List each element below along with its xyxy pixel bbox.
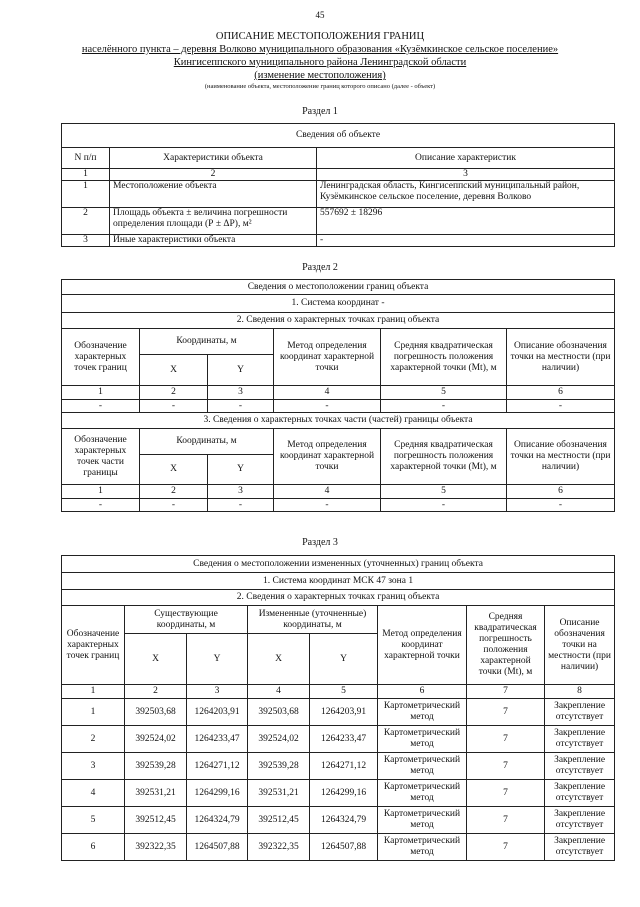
table-cell: Закрепление отсутствует — [545, 780, 615, 807]
points-subsection-title: 2. Сведения о характерных точках границ объекта — [62, 313, 615, 329]
column-number: 5 — [381, 485, 507, 499]
table-cell: 7 — [467, 807, 545, 834]
column-number: 3 — [208, 485, 274, 499]
table-cell: Картометрический метод — [378, 834, 467, 861]
column-number: 1 — [62, 685, 125, 699]
table-cell: 392539,28 — [125, 753, 187, 780]
header-cell: X — [125, 634, 187, 685]
table-cell: 1264233,47 — [310, 726, 378, 753]
table-cell: - — [62, 400, 140, 413]
header-cell: Метод определения координат характерной точки — [274, 329, 381, 386]
table-cell: - — [274, 499, 381, 512]
column-number: 6 — [378, 685, 467, 699]
table-cell: Местоположение объекта — [110, 181, 317, 208]
header-cell: Описание обозначения точки на местности (при наличии) — [507, 329, 615, 386]
table-cell: Картометрический метод — [378, 699, 467, 726]
column-number: 8 — [545, 685, 615, 699]
table-cell: 6 — [62, 834, 125, 861]
header-cell: Средняя квадратическая погрешность положения характерной точки (Mt), м — [381, 329, 507, 386]
table-cell: - — [140, 499, 208, 512]
table-cell: Закрепление отсутствует — [545, 753, 615, 780]
table-row — [62, 753, 615, 780]
table-cell: 392512,45 — [125, 807, 187, 834]
header-cell: X — [140, 455, 208, 485]
table-cell: - — [507, 499, 615, 512]
table-cell: Картометрический метод — [378, 807, 467, 834]
table-cell: 392531,21 — [125, 780, 187, 807]
table-cell: 2 — [62, 208, 110, 235]
table-cell: 7 — [467, 699, 545, 726]
table-cell: 392503,68 — [125, 699, 187, 726]
table-cell: - — [62, 499, 140, 512]
column-number: 4 — [248, 685, 310, 699]
object-name-line-1: населённого пункта – деревня Волково муниципального образования «Кузёмкинское сельское поселение» — [81, 44, 559, 55]
column-number: 1 — [62, 386, 140, 400]
table-cell: 392503,68 — [248, 699, 310, 726]
header-cell: Описание обозначения точки на местности (при наличии) — [507, 429, 615, 485]
table-cell: 392512,45 — [248, 807, 310, 834]
column-number: 2 — [140, 386, 208, 400]
column-number: 3 — [317, 169, 615, 181]
section-1-label: Раздел 1 — [302, 106, 338, 117]
table-cell: 392524,02 — [248, 726, 310, 753]
section-3-table — [61, 555, 615, 861]
table-row — [62, 807, 615, 834]
table-cell: - — [208, 400, 274, 413]
coordinate-system: 1. Система координат МСК 47 зона 1 — [62, 573, 615, 590]
header-cell: Описание обозначения точки на местности (при наличии) — [545, 606, 615, 685]
header-cell: Метод определения координат характерной точки — [378, 606, 467, 685]
header-cell: X — [140, 355, 208, 386]
table-cell: - — [208, 499, 274, 512]
coordinate-system: 1. Система координат - — [62, 295, 615, 313]
column-number: 2 — [140, 485, 208, 499]
table-cell: 392539,28 — [248, 753, 310, 780]
table-row — [62, 499, 615, 512]
table-cell: 1 — [62, 699, 125, 726]
table-cell: 392531,21 — [248, 780, 310, 807]
header-cell: Метод определения координат характерной точки — [274, 429, 381, 485]
column-number: 4 — [274, 485, 381, 499]
column-number: 4 — [274, 386, 381, 400]
table-row — [62, 181, 615, 208]
header-cell: Y — [208, 355, 274, 386]
table-cell: 1264324,79 — [310, 807, 378, 834]
column-number: 3 — [187, 685, 248, 699]
table-cell: 1264507,88 — [187, 834, 248, 861]
header-cell: Средняя квадратическая погрешность положения характерной точки (Mt), м — [467, 606, 545, 685]
table-cell: Иные характеристики объекта — [110, 235, 317, 247]
table-cell: Картометрический метод — [378, 780, 467, 807]
column-number: 3 — [208, 386, 274, 400]
table-cell: 1264203,91 — [310, 699, 378, 726]
section-1-title: Сведения об объекте — [62, 124, 615, 148]
table-cell: 7 — [467, 834, 545, 861]
table-row — [62, 834, 615, 861]
column-number: 5 — [381, 386, 507, 400]
table-cell: Закрепление отсутствует — [545, 699, 615, 726]
header-cell: Y — [208, 455, 274, 485]
table-row — [62, 235, 615, 247]
table-cell: 1 — [62, 181, 110, 208]
column-number: 6 — [507, 386, 615, 400]
section-3-title: Сведения о местоположении измененных (уточненных) границ объекта — [62, 556, 615, 573]
table-cell: - — [381, 400, 507, 413]
header-cell: Координаты, м — [140, 329, 274, 355]
header-cell: Измененные (уточненные) координаты, м — [248, 606, 378, 634]
table-cell: - — [507, 400, 615, 413]
column-number: 5 — [310, 685, 378, 699]
header-cell: N п/п — [62, 148, 110, 169]
table-cell: Ленинградская область, Кингисеппский муниципальный район, Кузёмкинское сельское поселение, деревня Волково — [317, 181, 615, 208]
table-cell: 1264271,12 — [310, 753, 378, 780]
table-cell: 1264233,47 — [187, 726, 248, 753]
header-cell: Описание характеристик — [317, 148, 615, 169]
object-name-line-2: Кингисеппского муниципального района Ленинградской области — [173, 57, 467, 68]
table-cell: 392524,02 — [125, 726, 187, 753]
object-name-note: (наименование объекта, местоположение границ которого описано (далее - объект) — [204, 83, 436, 90]
header-cell: Обозначение характерных точек границ — [62, 606, 125, 685]
table-row — [62, 780, 615, 807]
table-cell: 7 — [467, 753, 545, 780]
document-header — [0, 30, 640, 92]
table-cell: 2 — [62, 726, 125, 753]
section-1-table — [61, 123, 615, 247]
column-number: 1 — [62, 485, 140, 499]
section-2-label: Раздел 2 — [302, 262, 338, 273]
table-row — [62, 208, 615, 235]
table-cell: 7 — [467, 780, 545, 807]
section-2-title: Сведения о местоположении границ объекта — [62, 280, 615, 295]
table-cell: 7 — [467, 726, 545, 753]
table-row — [62, 726, 615, 753]
points-subsection-title: 2. Сведения о характерных точках границ объекта — [62, 590, 615, 606]
header-cell: X — [248, 634, 310, 685]
table-cell: Закрепление отсутствует — [545, 834, 615, 861]
column-number: 2 — [110, 169, 317, 181]
table-cell: 392322,35 — [248, 834, 310, 861]
table-cell: 3 — [62, 753, 125, 780]
table-cell: 1264271,12 — [187, 753, 248, 780]
header-cell: Обозначение характерных точек части границы — [62, 429, 140, 485]
table-cell: - — [140, 400, 208, 413]
table-cell: 3 — [62, 235, 110, 247]
table-cell: Площадь объекта ± величина погрешности определения площади (Р ± ΔР), м² — [110, 208, 317, 235]
table-row — [62, 400, 615, 413]
table-cell: - — [274, 400, 381, 413]
column-number: 2 — [125, 685, 187, 699]
table-cell: - — [381, 499, 507, 512]
table-cell: Закрепление отсутствует — [545, 726, 615, 753]
table-cell: 1264507,88 — [310, 834, 378, 861]
header-cell: Обозначение характерных точек границ — [62, 329, 140, 386]
object-name-line-3: (изменение местоположения) — [254, 70, 386, 81]
header-cell: Существующие координаты, м — [125, 606, 248, 634]
header-cell: Y — [187, 634, 248, 685]
table-cell: 1264324,79 — [187, 807, 248, 834]
page-number: 45 — [315, 10, 325, 20]
table-cell: 5 — [62, 807, 125, 834]
table-cell: 1264203,91 — [187, 699, 248, 726]
table-cell: 1264299,16 — [310, 780, 378, 807]
column-number: 7 — [467, 685, 545, 699]
header-cell: Средняя квадратическая погрешность положения характерной точки (Mt), м — [381, 429, 507, 485]
part-points-subsection-title: 3. Сведения о характерных точках части (частей) границы объекта — [62, 413, 615, 429]
table-cell: 557692 ± 18296 — [317, 208, 615, 235]
table-cell: Закрепление отсутствует — [545, 807, 615, 834]
table-row — [62, 699, 615, 726]
document-title: ОПИСАНИЕ МЕСТОПОЛОЖЕНИЯ ГРАНИЦ — [215, 31, 425, 42]
table-cell: 392322,35 — [125, 834, 187, 861]
header-cell: Y — [310, 634, 378, 685]
column-number: 1 — [62, 169, 110, 181]
section-3-label: Раздел 3 — [302, 537, 338, 548]
column-number: 6 — [507, 485, 615, 499]
table-cell: - — [317, 235, 615, 247]
table-cell: 4 — [62, 780, 125, 807]
header-cell: Координаты, м — [140, 429, 274, 455]
header-cell: Характеристики объекта — [110, 148, 317, 169]
section-2-table — [61, 279, 615, 512]
table-cell: Картометрический метод — [378, 753, 467, 780]
table-cell: Картометрический метод — [378, 726, 467, 753]
table-cell: 1264299,16 — [187, 780, 248, 807]
